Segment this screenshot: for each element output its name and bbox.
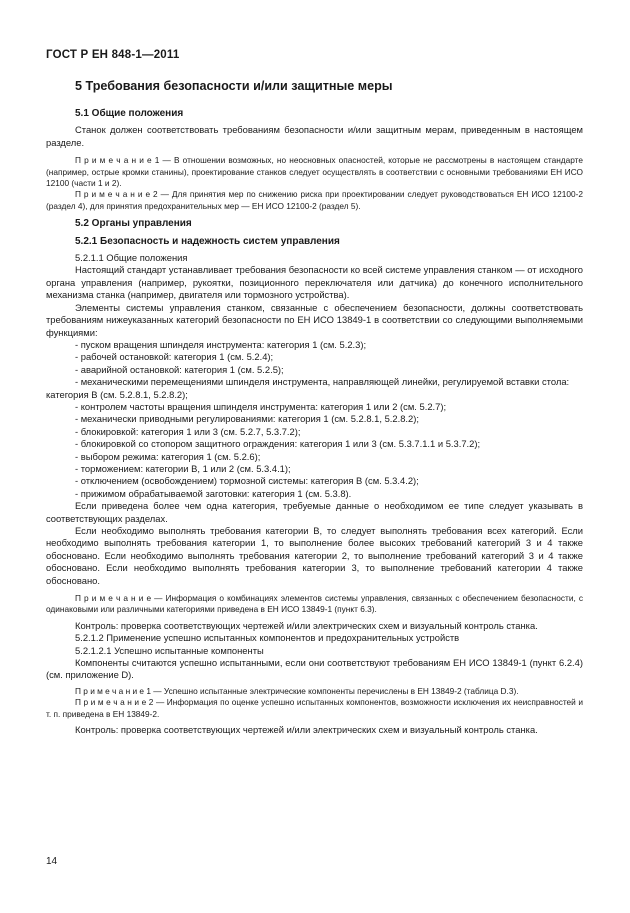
paragraph: Если необходимо выполнять требования категории В, то следует выполнять требования всех категорий. Если необходимо выполнять требования категории 1, то выполнение более высоких требований категорий 3 и 4 также обосновано. Если необходимо выполнять требования категории 2, то выполнение требований категорий 3 и 4 также обосновано. Если необходимо выполнять требования категории 3, то выполнение требований категории 4 также обосновано. bbox=[46, 525, 583, 586]
list-item: - механическими перемещениями шпинделя инструмента, направляющей линейки, регулируемой вставки стола: категория В (см. 5.2.8.1, 5.2.8.2); bbox=[46, 376, 570, 400]
paragraph: Настоящий стандарт устанавливает требования безопасности ко всей системе управления станком — от исходного органа управления (например, рукоятки, позиционного переключателя или датчика) до конечного исполнительного механизма станка (например, двигателя или тормозного устройства). bbox=[46, 264, 583, 301]
section-title: 5 Требования безопасности и/или защитные меры bbox=[75, 79, 393, 93]
paragraph: Если приведена более чем одна категория, требуемые данные о необходимом ее типе следует указывать в соответствующих разделах. bbox=[46, 500, 583, 524]
note: П р и м е ч а н и е 1 — Успешно испытанные электрические компоненты перечислены в ЕН 13849-2 (таблица D.3). bbox=[75, 685, 519, 696]
list-item: - контролем частоты вращения шпинделя инструмента: категория 1 или 2 (см. 5.2.7); bbox=[75, 400, 447, 412]
control-paragraph: Контроль: проверка соответствующих чертежей и/или электрических схем и визуальный контроль станка. bbox=[75, 724, 538, 736]
list-item: - отключением (освобождением) тормозной системы: категория В (см. 5.3.4.2); bbox=[75, 475, 419, 487]
list-item: - торможением: категории В, 1 или 2 (см. 5.3.4.1); bbox=[75, 462, 291, 474]
list-item: - механически приводными регулированиями: категория 1 (см. 5.2.8.1, 5.2.8.2); bbox=[75, 413, 419, 425]
document-header: ГОСТ Р ЕН 848-1—2011 bbox=[46, 49, 180, 61]
note: П р и м е ч а н и е 2 — Информация по оценке успешно испытанных компонентов, возможности исключения их неисправностей и т. п. приведена в ЕН 13849-2. bbox=[46, 697, 583, 719]
paragraph: Станок должен соответствовать требованиям безопасности и/или защитным мерам, приведенным в настоящем разделе. bbox=[46, 124, 583, 148]
clause-title: 5.2.1.2 Применение успешно испытанных компонентов и предохранительных устройств bbox=[75, 632, 460, 644]
list-item: - рабочей остановкой: категория 1 (см. 5.2.4); bbox=[75, 351, 274, 363]
control-paragraph: Контроль: проверка соответствующих чертежей и/или электрических схем и визуальный контроль станка. bbox=[75, 619, 538, 631]
subsection-5-2-1-title: 5.2.1 Безопасность и надежность систем управления bbox=[75, 235, 340, 247]
list-item: - блокировкой со стопором защитного ограждения: категория 1 или 3 (см. 5.3.7.1.1 и 5.3.7.2); bbox=[75, 438, 481, 450]
page-number: 14 bbox=[46, 856, 58, 867]
paragraph: Компоненты считаются успешно испытанными, если они соответствуют требованиям ЕН ИСО 13849-1 (пункт 6.2.4) (см. приложение D). bbox=[46, 657, 583, 681]
note: П р и м е ч а н и е 2 — Для принятия мер по снижению риска при проектировании следует руководствоваться ЕН ИСО 12100-2 (раздел 4), для принятия предохранительных мер — ЕН ИСО 12100-2 (раздел 5). bbox=[46, 189, 583, 211]
list-item: - выбором режима: категория 1 (см. 5.2.6); bbox=[75, 450, 261, 462]
list-item: - блокировкой: категория 1 или 3 (см. 5.2.7, 5.3.7.2); bbox=[75, 425, 301, 437]
subsection-5-2-title: 5.2 Органы управления bbox=[75, 218, 192, 230]
note: П р и м е ч а н и е 1 — В отношении возможных, но неосновных опасностей, которые не рассмотрены в настоящем стандарте (например, острые кромки станины), проектирование станков следует осуществлять в соответствии с основными требованиями ЕН ИСО 12100 (части 1 и 2). bbox=[46, 155, 583, 189]
page-content bbox=[46, 78, 583, 737]
clause-title: 5.2.1.1 Общие положения bbox=[75, 252, 188, 264]
list-item: - пуском вращения шпинделя инструмента: категория 1 (см. 5.2.3); bbox=[75, 338, 367, 350]
clause-title: 5.2.1.2.1 Успешно испытанные компоненты bbox=[75, 644, 264, 656]
note: П р и м е ч а н и е — Информация о комбинациях элементов системы управления, связанных с обеспечением безопасности, с одинаковыми или различными категориями приведена в ЕН ИСО 13849-1 (пункт 6.3). bbox=[46, 593, 583, 615]
subsection-5-1-title: 5.1 Общие положения bbox=[75, 108, 184, 119]
list-item: - аварийной остановкой: категория 1 (см. 5.2.5); bbox=[75, 363, 284, 375]
paragraph: Элементы системы управления станком, связанные с обеспечением безопасности, должны соответствовать требованиям нижеуказанных категорий безопасности по ЕН ИСО 13849-1 в соответствии со следующими выполняемыми функциями: bbox=[46, 301, 583, 338]
list-item: - прижимом обрабатываемой заготовки: категория 1 (см. 5.3.8). bbox=[75, 487, 352, 499]
